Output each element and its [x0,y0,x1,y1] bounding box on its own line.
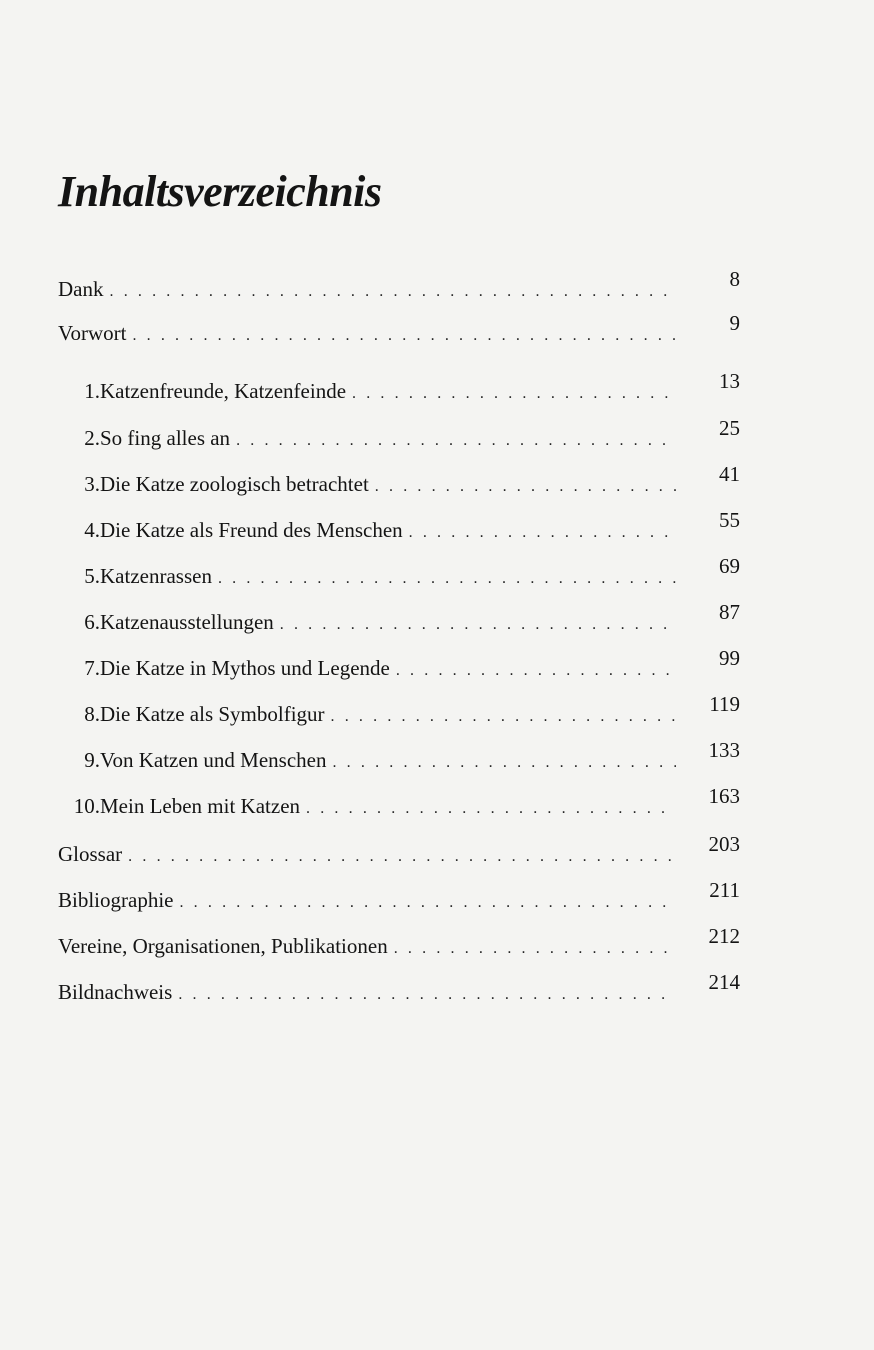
toc-entry-dank [58,267,740,306]
page-title: Inhaltsverzeichnis [58,167,382,216]
chapter-number: 1. [84,379,100,403]
toc-entry-label: Glossar [58,842,123,866]
toc-entry-page: 203 [708,832,740,856]
dot-leader [306,792,676,826]
toc-entry-label: Katzenrassen [100,564,212,588]
toc-entry-page: 25 [719,416,740,440]
dot-leader [178,978,676,1012]
toc-entry-page: 87 [719,600,740,624]
toc-entry-label: Die Katze in Mythos und Legende [100,656,390,680]
dot-leader [280,608,676,642]
toc-entry-chapter-8 [58,692,740,731]
toc-entry-chapter-2 [58,416,740,455]
dot-leader [332,746,676,780]
dot-leader [236,424,676,458]
toc-entry-page: 99 [719,646,740,670]
toc-entry-label: Die Katze als Symbolfigur [100,702,325,726]
toc-entry-vorwort [58,311,740,350]
toc-entry-page: 13 [719,369,740,393]
toc-entry-page: 214 [708,970,740,994]
dot-leader [132,319,676,353]
chapter-number: 7. [84,656,100,680]
dot-leader [396,654,676,688]
dot-leader [110,275,677,309]
toc-entry-chapter-9 [58,738,740,777]
dot-leader [331,700,676,734]
toc-entry-chapter-7 [58,646,740,685]
toc-entry-label: Vereine, Organisationen, Publikationen [58,934,388,958]
toc-entry-label: Katzenfreunde, Katzenfeinde [100,379,347,403]
dot-leader [409,516,676,550]
toc-entry-bibliographie [58,878,740,917]
toc-entry-label: Bildnachweis [58,980,173,1004]
toc-entry-chapter-3 [58,462,740,501]
toc-entry-page: 8 [729,267,740,291]
chapter-number: 5. [84,564,100,588]
chapter-number: 10. [73,794,100,818]
toc-entry-label: Dank [58,277,104,301]
toc-entry-label: So fing alles an [100,426,231,450]
toc-entry-page: 211 [709,878,740,902]
toc-entry-page: 41 [719,462,740,486]
toc-entry-label: Die Katze zoologisch betrachtet [100,472,369,496]
chapter-number: 8. [84,702,100,726]
chapter-number: 2. [84,426,100,450]
dot-leader [352,377,676,411]
toc-entry-vereine [58,924,740,963]
dot-leader [218,562,676,596]
toc-entry-page: 119 [709,692,740,716]
toc-entry-page: 69 [719,554,740,578]
toc-entry-page: 55 [719,508,740,532]
toc-entry-label: Mein Leben mit Katzen [100,794,301,818]
chapter-number: 9. [84,748,100,772]
toc-entry-chapter-10 [58,784,740,823]
toc-entry-label: Katzenausstellungen [100,610,274,634]
toc-entry-page: 133 [708,738,740,762]
dot-leader [128,840,676,874]
toc-entry-chapter-5 [58,554,740,593]
chapter-number: 4. [84,518,100,542]
chapter-number: 3. [84,472,100,496]
dot-leader [375,470,676,504]
toc-entry-page: 9 [729,311,740,335]
toc-entry-page: 163 [708,784,740,808]
toc-entry-label: Die Katze als Freund des Menschen [100,518,403,542]
toc-entry-label: Bibliographie [58,888,174,912]
toc-entry-chapter-4 [58,508,740,547]
chapter-number: 6. [84,610,100,634]
toc-entry-bildnachweis [58,970,740,1009]
toc-entry-page: 212 [708,924,740,948]
dot-leader [179,886,676,920]
toc-entry-chapter-1 [58,369,740,408]
dot-leader [394,932,676,966]
toc-entry-label: Vorwort [58,321,127,345]
toc-entry-chapter-6 [58,600,740,639]
toc-entry-label: Von Katzen und Menschen [100,748,327,772]
toc-entry-glossar [58,832,740,871]
